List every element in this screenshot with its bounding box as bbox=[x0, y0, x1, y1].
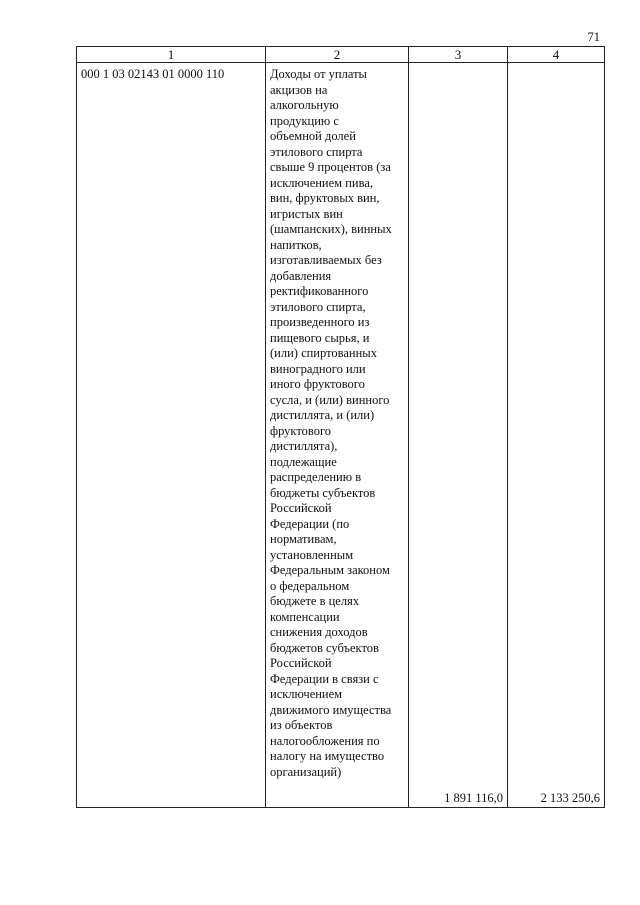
column-header-4: 4 bbox=[508, 47, 605, 63]
column-header-3: 3 bbox=[409, 47, 508, 63]
table-header-row bbox=[77, 47, 605, 63]
table-row bbox=[77, 63, 605, 808]
amount-column-3-cell: 1 891 116,0 bbox=[409, 63, 508, 808]
revenue-code-cell: 000 1 03 02143 01 0000 110 bbox=[77, 63, 266, 808]
page-number: 71 bbox=[587, 30, 600, 44]
revenue-description-cell: Доходы от уплаты акцизов на алкогольную продукцию с объемной долей этилового спирта свыше 9 процентов (за исключением пива, вин, фруктовых вин, игристых вин (шампанских), винных напитков, изготавливаемых без добавления ректификованного этилового спирта, произведенного из пищевого сырья, и (или) спиртованных виноградного или иного фруктового сусла, и (или) винного дистиллята, и (или) фруктового дистиллята), подлежащие распределению в бюджеты субъектов Российской Федерации (по нормативам, установленным Федеральным законом о федеральном бюджете в целях компенсации снижения доходов бюджетов субъектов Российской Федерации в связи с исключением движимого имущества из объектов налогообложения по налогу на имущество организаций) bbox=[266, 63, 409, 808]
column-header-1: 1 bbox=[77, 47, 266, 63]
revenue-table bbox=[76, 46, 605, 808]
amount-column-4-cell: 2 133 250,6 bbox=[508, 63, 605, 808]
column-header-2: 2 bbox=[266, 47, 409, 63]
